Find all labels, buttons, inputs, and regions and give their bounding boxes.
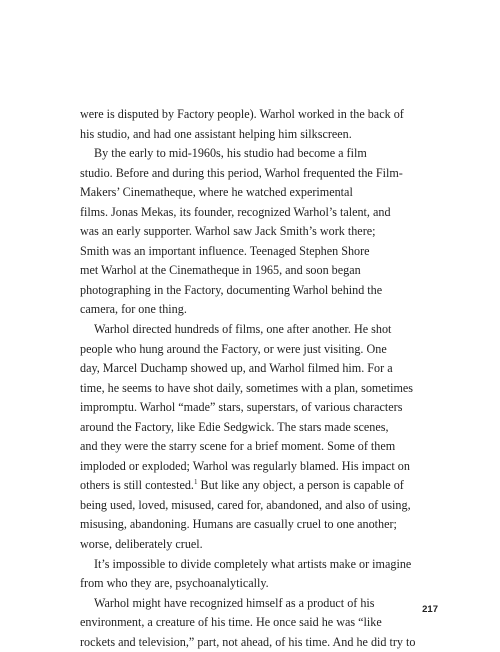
- text-line: imploded or exploded; Warhol was regularly blamed. His impact on: [80, 458, 410, 473]
- text-line: camera, for one thing.: [80, 302, 187, 317]
- text-line: films. Jonas Mekas, its founder, recognized Warhol’s talent, and: [80, 204, 391, 219]
- text-line: Makers’ Cinematheque, where he watched experimental: [80, 185, 353, 200]
- footnote-marker[interactable]: 1: [193, 478, 198, 487]
- text-line: was an early supporter. Warhol saw Jack Smith’s work there;: [80, 224, 376, 239]
- text-segment: But like any object, a person is capable of: [197, 478, 404, 493]
- text-line: misusing, abandoning. Humans are casually cruel to one another;: [80, 517, 397, 532]
- text-line: environment, a creature of his time. He once said he was “like: [80, 615, 382, 630]
- text-line: rockets and television,” part, not ahead, of his time. And he did try to: [80, 634, 416, 649]
- text-line: impromptu. Warhol “made” stars, superstars, of various characters: [80, 400, 403, 415]
- text-line: being used, loved, misused, cared for, abandoned, and also of using,: [80, 497, 411, 512]
- text-line: day, Marcel Duchamp showed up, and Warhol filmed him. For a: [80, 361, 393, 376]
- text-line: photographing in the Factory, documenting Warhol behind the: [80, 282, 383, 297]
- text-line: worse, deliberately cruel.: [80, 537, 203, 552]
- text-line: It’s impossible to divide completely what artists make or imagine: [94, 556, 412, 571]
- text-line: and they were the starry scene for a brief moment. Some of them: [80, 439, 396, 454]
- text-line: By the early to mid-1960s, his studio had become a film: [94, 146, 367, 161]
- text-segment: others is still contested.: [80, 478, 194, 493]
- text-line: Smith was an important influence. Teenaged Stephen Shore: [80, 243, 370, 258]
- text-line: people who hung around the Factory, or were just visiting. One: [80, 341, 387, 356]
- body-text: [80, 105, 430, 652]
- text-line: his studio, and had one assistant helping him silkscreen.: [80, 126, 352, 141]
- text-line: Warhol directed hundreds of films, one after another. He shot: [94, 322, 392, 337]
- text-line: [80, 476, 430, 496]
- text-line: Warhol might have recognized himself as a product of his: [94, 595, 375, 610]
- text-line: studio. Before and during this period, Warhol frequented the Film-: [80, 165, 403, 180]
- text-line: met Warhol at the Cinematheque in 1965, and soon began: [80, 263, 361, 278]
- text-line: were is disputed by Factory people). Warhol worked in the back of: [80, 107, 404, 121]
- text-line: around the Factory, like Edie Sedgwick. The stars made scenes,: [80, 419, 389, 434]
- text-line: from who they are, psychoanalytically.: [80, 576, 269, 591]
- page-number: 217: [422, 604, 438, 615]
- text-line: time, he seems to have shot daily, sometimes with a plan, sometimes: [80, 380, 414, 395]
